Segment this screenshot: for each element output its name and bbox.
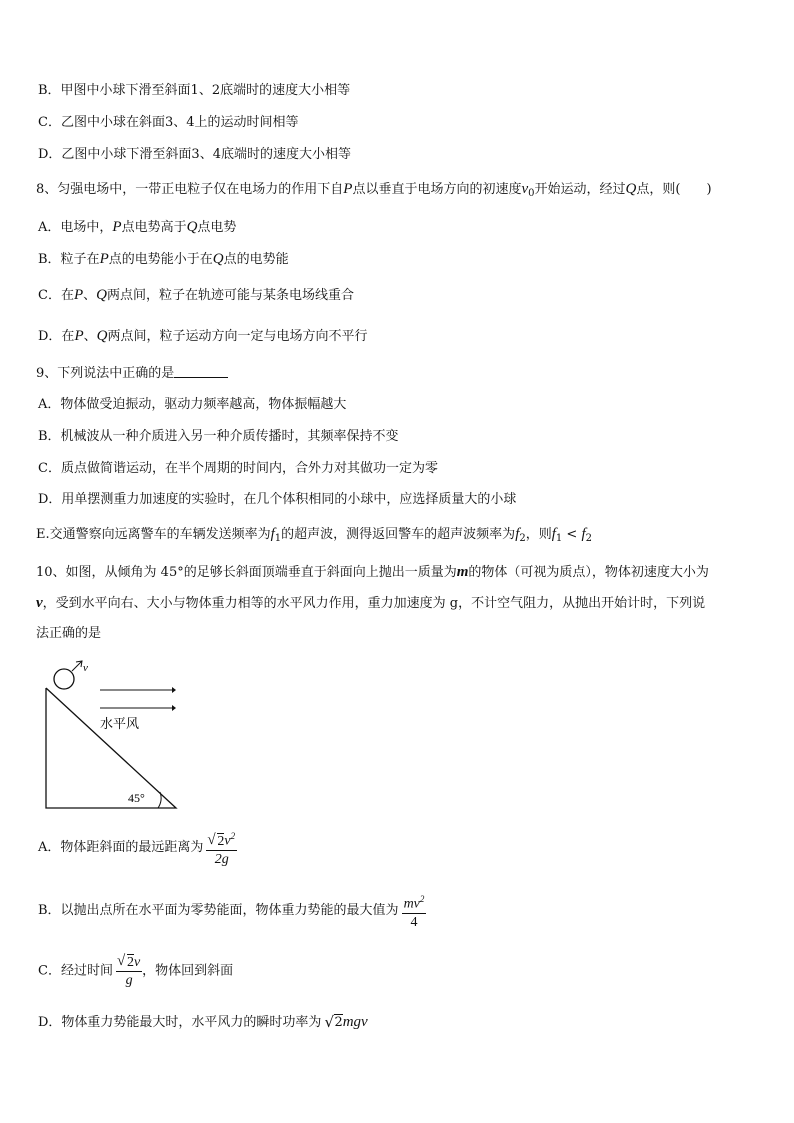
- q8-optD-a: D．在: [38, 329, 75, 344]
- q8-optC-p: P: [73, 287, 84, 303]
- q10-optA-sqrt-arg: 2: [217, 833, 225, 849]
- q8-p-symbol: P: [343, 181, 353, 197]
- q8-optB-a: B．粒子在: [38, 252, 100, 267]
- incline-figure: [36, 658, 186, 818]
- q8-stem-b: 点以垂直于电场方向的初速度: [352, 182, 522, 197]
- ball: [54, 669, 74, 689]
- q8-q-symbol: Q: [625, 181, 637, 197]
- q10-optA-v: v: [224, 833, 231, 849]
- q10-optC-text: C．经过时间: [38, 963, 113, 979]
- q9-f2-symbol: f: [515, 526, 520, 542]
- q8-optB-c: 点的电势能: [223, 252, 289, 267]
- q10-optC-tail: ，物体回到斜面: [142, 963, 234, 979]
- q9-option-c: C．质点做简谐运动，在半个周期的时间内，合外力对其做功一定为零: [38, 461, 438, 476]
- wind-arrowhead-2: [172, 705, 176, 711]
- q9-stem-text: 9、下列说法中正确的是: [36, 366, 175, 381]
- q8-optD-q: Q: [96, 328, 108, 344]
- q10-optD-text: D．物体重力势能最大时，水平风力的瞬时功率为: [38, 1015, 322, 1030]
- q8-optA-b: 点电势高于: [121, 220, 187, 235]
- q8-option-b: [38, 250, 289, 269]
- q10-m-symbol: m: [456, 564, 469, 580]
- q10-v-symbol: v: [36, 595, 43, 611]
- q8-optD-b: 、: [83, 329, 97, 344]
- q10-optA-denominator: 2g: [214, 851, 229, 867]
- q10-option-d: [38, 1013, 368, 1032]
- q8-optA-a: A．电场中，: [38, 220, 113, 235]
- q10-optC-denominator: g: [125, 973, 133, 988]
- q10-line1-b: 的物体（可视为质点），物体初速度大小为: [468, 565, 709, 580]
- q9-f1b-sub: 1: [555, 533, 563, 544]
- q10-optB-denominator: 4: [410, 914, 418, 930]
- q8-optB-q: Q: [212, 251, 224, 267]
- q9-option-d: D．用单摆测重力加速度的实验时，在几个体积相同的小球中，应选择质量大的小球: [38, 492, 517, 507]
- q10-optB-text: B．以抛出点所在水平面为零势能面，物体重力势能的最大值为: [38, 902, 399, 918]
- q10-optC-sqrt-arg: 2: [126, 955, 134, 970]
- q9-optE-a: E.交通警察向远离警车的车辆发送频率为: [36, 527, 271, 542]
- q10-optA-fraction: √ $\frac{2v^2}{2g}$: [206, 828, 237, 868]
- q8-optA-q: Q: [186, 219, 198, 235]
- q8-option-d: [38, 327, 367, 346]
- q8-stem: [36, 180, 712, 203]
- q10-line1-a: 10、如图，从倾角为 45°的足够长斜面顶端垂直于斜面向上抛出一质量为: [36, 565, 457, 580]
- q9-f2-sub: 2: [519, 533, 526, 544]
- q10-optC-v: v: [133, 955, 141, 970]
- q9-f2b-sub: 2: [585, 533, 593, 544]
- q8-stem-a: 8、匀强电场中，一带正电粒子仅在电场力的作用下自: [36, 182, 344, 197]
- q8-optC-a: C．在: [38, 288, 74, 303]
- q10-option-b: [38, 891, 426, 931]
- q9-f1-symbol: f: [270, 526, 275, 542]
- q8-optD-c: 两点间，粒子运动方向一定与电场方向不平行: [107, 329, 368, 344]
- q10-optA-text: A．物体距斜面的最远距离为: [38, 839, 204, 855]
- q10-optB-numerator: mv: [403, 896, 420, 912]
- q8-optA-p: P: [112, 219, 122, 235]
- q8-optC-b: 、: [83, 288, 97, 303]
- q9-optE-c: ，则: [525, 527, 552, 542]
- q8-optC-q: Q: [96, 287, 107, 303]
- q7-option-b: B．甲图中小球下滑至斜面1、2底端时的速度大小相等: [38, 83, 351, 98]
- q8-stem-d: 点，则( ): [636, 182, 712, 197]
- q10-stem-line3: 法正确的是: [36, 626, 102, 641]
- q10-option-c: [38, 954, 233, 989]
- q9-f1-sub: 1: [274, 533, 282, 544]
- q9-f1b-symbol: f: [551, 526, 556, 542]
- q7-option-d: D．乙图中小球下滑至斜面3、4底端时的速度大小相等: [38, 147, 351, 162]
- q8-option-a: [38, 218, 236, 237]
- q9-lt-sign: <: [562, 527, 582, 542]
- q8-optB-b: 点的电势能小于在: [108, 252, 213, 267]
- wind-arrowhead-1: [172, 687, 176, 693]
- q10-optB-fraction: $\frac{mv^2}{4}$: [402, 891, 427, 931]
- q9-stem: [36, 365, 228, 383]
- q10-optD-tail: mgv: [342, 1014, 368, 1030]
- q8-stem-c: 开始运动，经过: [534, 182, 626, 197]
- q9-option-b: B．机械波从一种介质进入另一种介质传播时，其频率保持不变: [38, 429, 399, 444]
- velocity-arrow: [72, 661, 82, 671]
- q10-stem-line2: [36, 594, 705, 613]
- angle-arc: [158, 792, 161, 808]
- velocity-label: v: [83, 662, 88, 674]
- q10-optD-sqrt-arg: 2: [334, 1015, 343, 1030]
- q10-option-a: [38, 828, 237, 868]
- q10-optC-fraction: [116, 954, 142, 989]
- q8-v-symbol: v: [521, 181, 529, 197]
- q10-line2-text: ，受到水平向右、大小与物体重力相等的水平风力作用，重力加速度为 g，不计空气阻力，从抛出开始计时，下列说: [42, 596, 706, 611]
- q8-optC-c: 两点间，粒子在轨迹可能与某条电场线重合: [106, 288, 354, 303]
- q7-option-c: C．乙图中小球在斜面3、4上的运动时间相等: [38, 115, 299, 130]
- q8-optA-c: 点电势: [197, 220, 237, 235]
- q9-optE-b: 的超声波，测得返回警车的超声波频率为: [281, 527, 516, 542]
- answer-blank: [174, 365, 228, 378]
- q8-option-c: [38, 286, 354, 305]
- q9-option-a: A．物体做受迫振动，驱动力频率越高，物体振幅越大: [38, 397, 347, 412]
- q10-stem-line1: [36, 563, 709, 582]
- angle-label: 45°: [128, 791, 145, 805]
- q9-option-e: [36, 525, 592, 548]
- wind-label: 水平风: [100, 717, 140, 732]
- incline-triangle: [46, 688, 176, 808]
- q8-optB-p: P: [99, 251, 109, 267]
- q9-f2b-symbol: f: [581, 526, 586, 542]
- q8-optD-p: P: [74, 328, 84, 344]
- q8-v-subscript: 0: [528, 188, 535, 199]
